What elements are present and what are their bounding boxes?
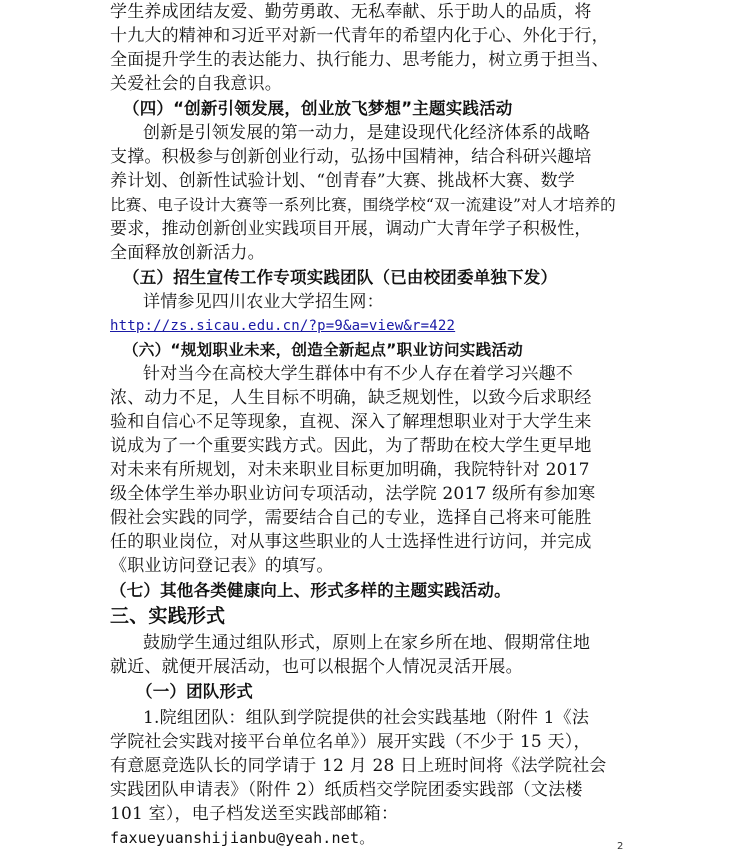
- body-text-line: 1.院组团队：组队到学院提供的社会实践基地（附件 1《法: [143, 708, 590, 728]
- subsection-heading-5: （五）招生宣传工作专项实践团队（已由校团委单独下发）: [123, 268, 558, 287]
- body-text-line: 详情参见四川农业大学招生网：: [143, 292, 384, 312]
- body-text-line: 实践团队申请表》（附件 2）纸质档交学院团委实践部（文法楼: [110, 780, 583, 800]
- body-text-line: 有意愿竞选队长的同学请于 12 月 28 日上班时间将《法学院社会: [110, 756, 607, 776]
- body-text-line: 要求，推动创新创业实践项目开展，调动广大青年学子积极性，: [110, 219, 592, 239]
- body-text-line: 就近、就便开展活动，也可以根据个人情况灵活开展。: [110, 657, 523, 677]
- body-text-line: 浓、动力不足，人生目标不明确，缺乏规划性，以致今后求职经: [110, 388, 592, 408]
- body-text-line: 针对当今在高校大学生群体中有不少人存在着学习兴趣不: [143, 364, 573, 384]
- admissions-link[interactable]: http://zs.sicau.edu.cn/?p=9&a=view&r=422: [110, 318, 456, 334]
- body-text-line: 说成为了一个重要实践方式。因此，为了帮助在校大学生更早地: [110, 436, 592, 456]
- body-text-line: 鼓励学生通过组队形式，原则上在家乡所在地、假期常住地: [143, 633, 591, 653]
- body-text-line: 十九大的精神和习近平对新一代青年的希望内化于心、外化于行，: [110, 26, 609, 46]
- body-text-line: 比赛、电子设计大赛等一系列比赛，围绕学校“双一流建设”对人才培养的: [110, 196, 616, 214]
- body-text-line: 创新是引领发展的第一动力，是建设现代化经济体系的战略: [143, 123, 591, 143]
- body-text-line: 假社会实践的同学，需要结合自己的专业，选择自己将来可能胜: [110, 508, 592, 528]
- body-text-line: 全面释放创新活力。: [110, 243, 265, 263]
- subsection-heading-4: （四）“创新引领发展，创业放飞梦想”主题实践活动: [123, 99, 513, 118]
- email-address: faxueyuanshijianbu@yeah.net。: [110, 829, 375, 847]
- body-text-line: 101 室），电子档发送至实践部邮箱：: [110, 804, 399, 824]
- subsection-heading-team: （一）团队形式: [136, 682, 253, 701]
- subsection-heading-6: （六）“规划职业未来，创造全新起点”职业访问实践活动: [123, 341, 523, 359]
- body-text-line: 养计划、创新性试验计划、“创青春”大赛、挑战杯大赛、数学: [110, 171, 575, 191]
- body-text-line: 关爱社会的自我意识。: [110, 74, 282, 94]
- body-text-line: 学生养成团结友爱、勤劳勇敢、无私奉献、乐于助人的品质，将: [110, 2, 592, 22]
- body-text-line: 全面提升学生的表达能力、执行能力、思考能力，树立勇于担当、: [110, 50, 609, 70]
- body-text-line: 验和自信心不足等现象，直视、深入了解理想职业对于大学生来: [110, 412, 592, 432]
- body-text-line: 任的职业岗位，对从事这些职业的人士选择性进行访问，并完成: [110, 532, 592, 552]
- subsection-heading-7: （七）其他各类健康向上、形式多样的主题实践活动。: [110, 581, 511, 600]
- section-heading-practice-form: 三、实践形式: [110, 605, 226, 627]
- body-text-line: 《职业访问登记表》的填写。: [110, 556, 334, 576]
- body-text-line: 对未来有所规划，对未来职业目标更加明确，我院特针对 2017: [110, 460, 590, 480]
- body-text-line: 支撑。积极参与创新创业行动，弘扬中国精神，结合科研兴趣培: [110, 147, 592, 167]
- page-number: 2: [617, 841, 624, 852]
- body-text-line: 级全体学生举办职业访问专项活动，法学院 2017 级所有参加寒: [110, 484, 596, 504]
- body-text-line: 学院社会实践对接平台单位名单》）展开实践（不少于 15 天），: [110, 732, 591, 752]
